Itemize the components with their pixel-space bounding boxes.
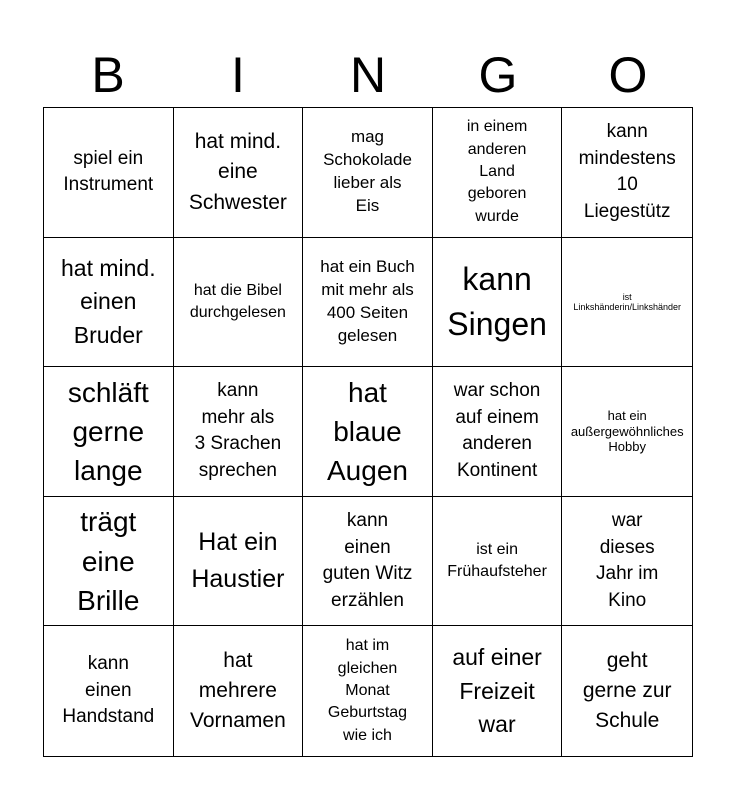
cell-text: hat im gleichen Monat Geburtstag wie ich	[327, 637, 408, 744]
bingo-cell[interactable]	[303, 626, 433, 756]
cell-text: spiel ein Instrument	[63, 147, 154, 196]
cell-text: kann einen guten Witz erzählen	[322, 509, 413, 611]
cell-text: mag Schokolade lieber als Eis	[323, 127, 412, 216]
bingo-cell[interactable]	[433, 497, 563, 627]
bingo-cell[interactable]	[303, 497, 433, 627]
cell-text: trägt eine Brille	[77, 506, 140, 616]
cell-text: kann Singen	[447, 261, 547, 342]
bingo-cell[interactable]	[562, 626, 692, 756]
cell-text: auf einer Freizeit war	[452, 644, 542, 737]
cell-text: kann mehr als 3 Srachen sprechen	[194, 380, 282, 482]
cell-text: hat mehrere Vornamen	[190, 648, 286, 733]
cell-text: ist Linkshänderin/Linkshänder	[573, 291, 681, 312]
cell-text: kann einen Handstand	[62, 653, 155, 728]
bingo-cell[interactable]	[562, 497, 692, 627]
cell-text: kann mindestens 10 Liegestütz	[578, 121, 676, 222]
cell-text: ist ein Frühaufsteher	[447, 540, 547, 581]
bingo-cell[interactable]	[433, 108, 563, 238]
cell-text: Hat ein Haustier	[191, 527, 285, 594]
cell-text: hat blaue Augen	[327, 376, 408, 487]
cell-text: hat ein außergewöhnliches Hobby	[570, 408, 684, 455]
bingo-cell[interactable]	[303, 108, 433, 238]
bingo-cell[interactable]	[562, 108, 692, 238]
cell-text: hat mind. einen Bruder	[60, 254, 156, 348]
bingo-cell[interactable]	[303, 238, 433, 368]
header-letter-g: G	[478, 47, 518, 103]
cell-text: hat die Bibel durchgelesen	[189, 281, 286, 321]
cell-text: geht gerne zur Schule	[582, 648, 672, 733]
bingo-cell[interactable]	[44, 367, 174, 497]
bingo-cell[interactable]	[44, 108, 174, 238]
cell-text: war dieses Jahr im Kino	[596, 509, 659, 611]
cell-text: hat ein Buch mit mehr als 400 Seiten gelesen	[320, 257, 415, 345]
bingo-cell[interactable]	[562, 367, 692, 497]
bingo-cell[interactable]	[44, 238, 174, 368]
cell-text: war schon auf einem anderen Kontinent	[453, 380, 541, 482]
bingo-cell[interactable]	[174, 238, 304, 368]
bingo-cell[interactable]	[562, 238, 692, 368]
cell-text: schläft gerne lange	[67, 376, 149, 487]
bingo-cell[interactable]	[174, 497, 304, 627]
bingo-header	[43, 44, 693, 106]
cell-text: hat mind. eine Schwester	[188, 129, 287, 214]
header-letter-o: O	[608, 47, 648, 103]
bingo-cell[interactable]	[433, 626, 563, 756]
header-letter-i: I	[231, 47, 245, 103]
header-letter-b: B	[91, 47, 125, 103]
cell-text: in einem anderen Land geboren wurde	[466, 118, 528, 225]
bingo-cell[interactable]	[433, 238, 563, 368]
bingo-cell[interactable]	[433, 367, 563, 497]
bingo-cell[interactable]	[174, 108, 304, 238]
bingo-cell[interactable]	[44, 497, 174, 627]
bingo-grid	[43, 107, 693, 757]
bingo-cell[interactable]	[303, 367, 433, 497]
bingo-cell[interactable]	[174, 367, 304, 497]
bingo-cell[interactable]	[44, 626, 174, 756]
header-letter-n: N	[349, 47, 387, 103]
bingo-cell[interactable]	[174, 626, 304, 756]
